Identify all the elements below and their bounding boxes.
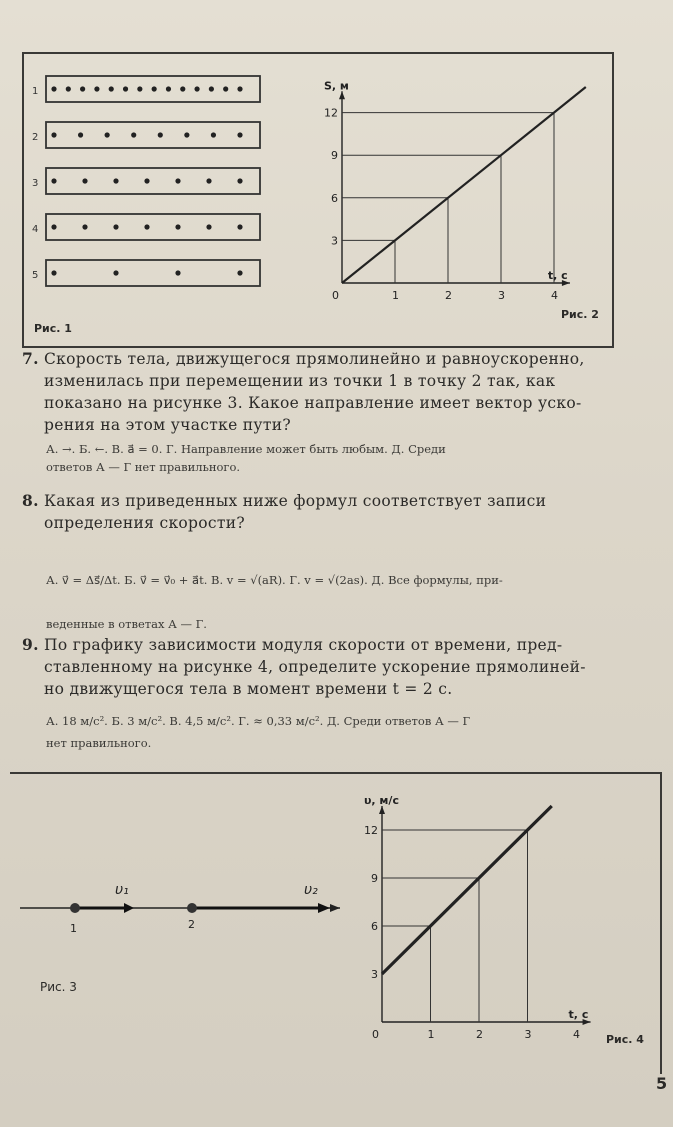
tape-strip-4 — [46, 214, 260, 240]
velocity-vector-2-label: υ₂ — [304, 882, 318, 898]
tape-dot — [237, 178, 242, 183]
x-axis-label: t, c — [568, 1008, 589, 1021]
tape-strip-label: 4 — [32, 224, 39, 235]
series-line — [342, 87, 586, 283]
tape-dot — [51, 178, 56, 183]
question-8-line-1: Какая из приведенных ниже формул соответствует записи — [44, 492, 547, 510]
tape-strip-label: 5 — [32, 270, 39, 281]
figure-2-chart — [300, 66, 605, 316]
tape-dot — [237, 132, 242, 137]
question-8-answer-line-2: веденные в ответах А — Г. — [46, 617, 207, 631]
question-8-line-2: определения скорости? — [44, 514, 246, 532]
fig1-caption: Рис. 1 — [34, 322, 72, 335]
tape-strip-label: 3 — [32, 178, 39, 189]
y-tick-label: 12 — [324, 106, 338, 120]
tape-dot — [66, 86, 71, 91]
origin-label: 0 — [332, 289, 339, 302]
tape-dot — [175, 224, 180, 229]
question-9-number: 9. — [22, 635, 39, 654]
x-tick-label: 1 — [392, 289, 399, 302]
figure-3 — [20, 860, 360, 940]
question-7-line-3: показано на рисунке 3. Какое направление имеет вектор уско- — [44, 394, 582, 412]
x-tick-label: 4 — [551, 289, 558, 302]
fig3-caption: Рис. 3 — [40, 980, 77, 994]
y-axis-label: S, м — [324, 79, 349, 93]
question-7 — [22, 348, 585, 436]
tape-dot — [78, 132, 83, 137]
fig4-caption: Рис. 4 — [606, 1033, 644, 1046]
y-tick-label: 6 — [371, 920, 378, 933]
tape-dot — [152, 86, 157, 91]
question-7-answer-line-2: ответов А — Г нет правильного. — [46, 460, 241, 474]
x-tick-label: 3 — [498, 289, 505, 302]
question-7-line-2: изменилась при перемещении из точки 1 в точку 2 так, как — [44, 372, 556, 390]
x-axis-label: t, c — [547, 269, 568, 282]
y-tick-label: 3 — [331, 234, 338, 248]
tape-dot — [137, 86, 142, 91]
question-7-line-4: рения на этом участке пути? — [44, 416, 291, 434]
y-axis-arrow — [339, 91, 345, 99]
question-7-answers — [46, 440, 446, 476]
tape-dot — [184, 132, 189, 137]
question-8 — [22, 490, 546, 534]
question-8-number: 8. — [22, 491, 39, 510]
tape-dot — [144, 178, 149, 183]
x-tick-label: 4 — [573, 1028, 580, 1041]
x-tick-label: 3 — [524, 1028, 532, 1041]
tape-dot — [51, 224, 56, 229]
question-9-answer-line-2: нет правильного. — [46, 736, 152, 750]
velocity-vector-1-label: υ₁ — [115, 882, 129, 898]
question-9 — [22, 634, 586, 700]
question-7-answer-line-1: А. →. Б. ←. В. a⃗ = 0. Г. Направление может быть любым. Д. Среди — [46, 442, 446, 456]
velocity-vector-1-head — [124, 903, 134, 913]
question-8-answers — [46, 558, 503, 646]
tape-dot — [209, 86, 214, 91]
tape-dot — [113, 178, 118, 183]
tape-dot — [223, 86, 228, 91]
question-9-line-2: ставленному на рисунке 4, определите ускорение прямолиней- — [44, 658, 586, 676]
y-tick-label: 9 — [371, 872, 378, 885]
tape-dot — [109, 86, 114, 91]
tape-dot — [166, 86, 171, 91]
y-axis-label: υ, м/с — [364, 794, 399, 807]
tape-dot — [180, 86, 185, 91]
y-tick-label: 9 — [331, 149, 338, 163]
figure-1 — [30, 66, 270, 306]
tape-dot — [51, 86, 56, 91]
tape-dot — [82, 178, 87, 183]
tape-dot — [51, 270, 56, 275]
tape-dot — [113, 270, 118, 275]
question-9-line-3: но движущегося тела в момент времени t = 2 с. — [44, 680, 453, 698]
point-2-label: 2 — [188, 918, 195, 931]
tape-dot — [82, 224, 87, 229]
tape-dot — [237, 270, 242, 275]
question-8-answer-line-1: А. v⃗ = Δs⃗/Δt. Б. v⃗ = v⃗₀ + a⃗t. В. v = √(aR). Г. v = √(2as). Д. Все формулы, при- — [46, 573, 503, 587]
tape-strip-label: 1 — [32, 86, 39, 97]
tape-dot — [80, 86, 85, 91]
y-axis-arrow — [379, 806, 385, 814]
tape-dot — [51, 132, 56, 137]
tape-dot — [131, 132, 136, 137]
tape-dot — [105, 132, 110, 137]
tape-dot — [94, 86, 99, 91]
figure-4-chart — [320, 782, 660, 1052]
x-tick-label: 2 — [445, 289, 452, 302]
question-7-number: 7. — [22, 349, 39, 368]
tape-dot — [206, 178, 211, 183]
tape-dot — [123, 86, 128, 91]
tape-dot — [206, 224, 211, 229]
tape-strip-label: 2 — [32, 132, 39, 143]
point-2 — [187, 903, 197, 913]
origin-label: 0 — [372, 1028, 379, 1041]
x-tick-label: 1 — [427, 1028, 435, 1041]
question-7-line-1: Скорость тела, движущегося прямолинейно и равноускоренно, — [44, 350, 585, 368]
question-9-line-1: По графику зависимости модуля скорости от времени, пред- — [44, 636, 563, 654]
y-tick-label: 3 — [371, 968, 378, 981]
point-1-label: 1 — [70, 922, 77, 935]
page-number: 5 — [656, 1074, 668, 1093]
tape-dot — [175, 270, 180, 275]
tape-strip-3 — [46, 168, 260, 194]
y-tick-label: 12 — [364, 824, 378, 837]
question-9-answer-line-1: А. 18 м/с². Б. 3 м/с². В. 4,5 м/с². Г. ≈ 0,33 м/с². Д. Среди ответов А — Г — [46, 714, 471, 728]
tape-dot — [237, 86, 242, 91]
tape-dot — [158, 132, 163, 137]
point-1 — [70, 903, 80, 913]
question-9-answers — [46, 710, 470, 754]
tape-dot — [144, 224, 149, 229]
tape-dot — [237, 224, 242, 229]
tape-dot — [194, 86, 199, 91]
tape-dot — [175, 178, 180, 183]
series-line — [382, 806, 552, 974]
fig2-caption: Рис. 2 — [561, 308, 599, 321]
y-tick-label: 6 — [331, 191, 338, 205]
tape-dot — [113, 224, 118, 229]
tape-strip-5 — [46, 260, 260, 286]
tape-dot — [211, 132, 216, 137]
x-tick-label: 2 — [476, 1028, 483, 1041]
